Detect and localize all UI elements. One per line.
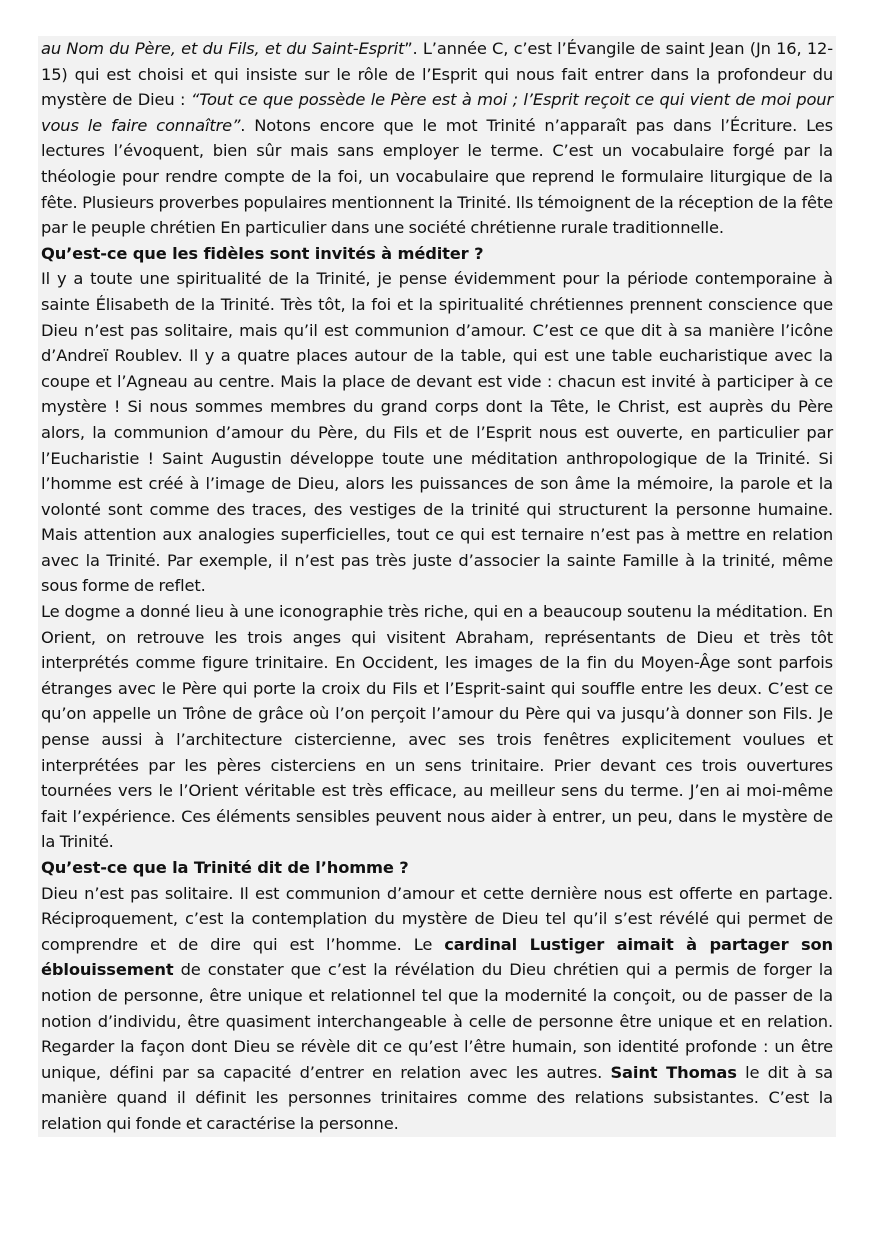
- bold-lustiger: cardinal Lustiger aimait à partager son éblouissement: [41, 934, 833, 980]
- section-heading-trinity-and-man: Qu’est-ce que la Trinité dit de l’homme ?: [41, 858, 409, 877]
- paragraph-iconography: Le dogme a donné lieu à une iconographie très riche, qui en a beaucoup soutenu la méditation. En Orient, on retrouve les trois anges qui visitent Abraham, représentants de Dieu et très tôt interprétés comme figure trinitaire. En Occident, les images de la fin du Moyen-Âge sont parfois étranges avec le Père qui porte la croix du Fils et l’Esprit-saint qui souffle entre les deux. C’est ce qu’on appelle un Trône de grâce où l’on perçoit l’amour du Père qui va jusqu’à donner son Fils. Je pense aussi à l’architecture cistercienne, avec ses trois fenêtres explicitement voulues et interprétées par les pères cisterciens en un sens trinitaire. Prier devant ces trois ouvertures tournées vers le l’Orient véritable est très efficace, au meilleur sens du terme. J’en ai moi-même fait l’expérience. Ces éléments sensibles peuvent nous aider à entrer, un peu, dans le mystère de la Trinité.: [41, 602, 833, 852]
- text-span: . Notons encore que le mot Trinité n’apparaît pas dans l’Écriture. Les lectures l’évoquent, bien sûr mais sans employer le terme. C’est un vocabulaire forgé par la théologie pour rendre compte de la foi, un vocabulaire que reprend le formulaire liturgique de la fête. Plusieurs proverbes populaires mentionnent la Trinité. Ils témoignent de la réception de la fête par le peuple chrétien En particulier dans une société chrétienne rurale traditionnelle.: [41, 115, 834, 238]
- text-span: de constater que c’est la révélation du Dieu chrétien qui a permis de forger la notion de personne, être unique et relationnel tel que la modernité la conçoit, ou de passer de la notion d’individu, être quasiment interchangeable à celle de personne être unique et en relation. Regarder la façon dont Dieu se révèle dit ce qu’est l’être humain, son identité profonde : un être unique, défini par sa capacité d’entrer en relation avec les autres.: [41, 960, 833, 1082]
- text-span: le dit à sa manière quand il définit les personnes trinitaires comme des relations subsistantes. C’est la relation qui fonde et caractérise la personne.: [41, 1062, 833, 1133]
- document-page: [38, 36, 836, 1137]
- text-span: Dieu n’est pas solitaire. Il est communion d’amour et cette dernière nous est offerte en partage. Réciproquement, c’est la contemplation du mystère de Dieu tel qu’il s’est révélé qui permet de comprendre et de dire qui est l’homme. Le: [41, 883, 833, 954]
- paragraph-spirituality: Il y a toute une spiritualité de la Trinité, je pense évidemment pour la période contemporaine à sainte Élisabeth de la Trinité. Très tôt, la foi et la spiritualité chrétiennes prennent conscience que Dieu n’est pas solitaire, mais qu’il est communion d’amour. C’est ce que dit à sa manière l’icône d’Andreï Roublev. Il y a quatre places autour de la table, qui est une table eucharistique avec la coupe et l’Agneau au centre. Mais la place de devant est vide : chacun est invité à participer à ce mystère ! Si nous sommes membres du grand corps dont la Tête, le Christ, est auprès du Père alors, la communion d’amour du Père, du Fils et de l’Esprit nous est ouverte, en particulier par l’Eucharistie ! Saint Augustin développe toute une méditation anthropologique de la Trinité. Si l’homme est créé à l’image de Dieu, alors les puissances de son âme la mémoire, la parole et la volonté sont comme des traces, des vestiges de la trinité qui structurent la personne humaine. Mais attention aux analogies superficielles, tout ce qui est ternaire n’est pas à mettre en relation avec la Trinité. Par exemple, il n’est pas très juste d’associer la sainte Famille à la trinité, même sous forme de reflet.: [41, 269, 833, 596]
- text-span: ”. L’année C, c’est l’Évangile de saint Jean (Jn 16, 12-15) qui est choisi et qui insiste sur le rôle de l’Esprit qui nous fait entrer dans la profondeur du mystère de Dieu :: [41, 39, 833, 110]
- italic-gospel-quote: “Tout ce que possède le Père est à moi ; l’Esprit reçoit ce qui vient de moi pour vous le faire connaître”: [41, 90, 833, 135]
- italic-blessing-formula: au Nom du Père, et du Fils, et du Saint-Esprit: [41, 39, 405, 58]
- section-heading-meditation: Qu’est-ce que les fidèles sont invités à méditer ?: [41, 243, 484, 263]
- bold-saint-thomas: Saint Thomas: [610, 1062, 737, 1082]
- paragraph-person: [41, 881, 833, 1137]
- paragraph-intro: [41, 36, 833, 241]
